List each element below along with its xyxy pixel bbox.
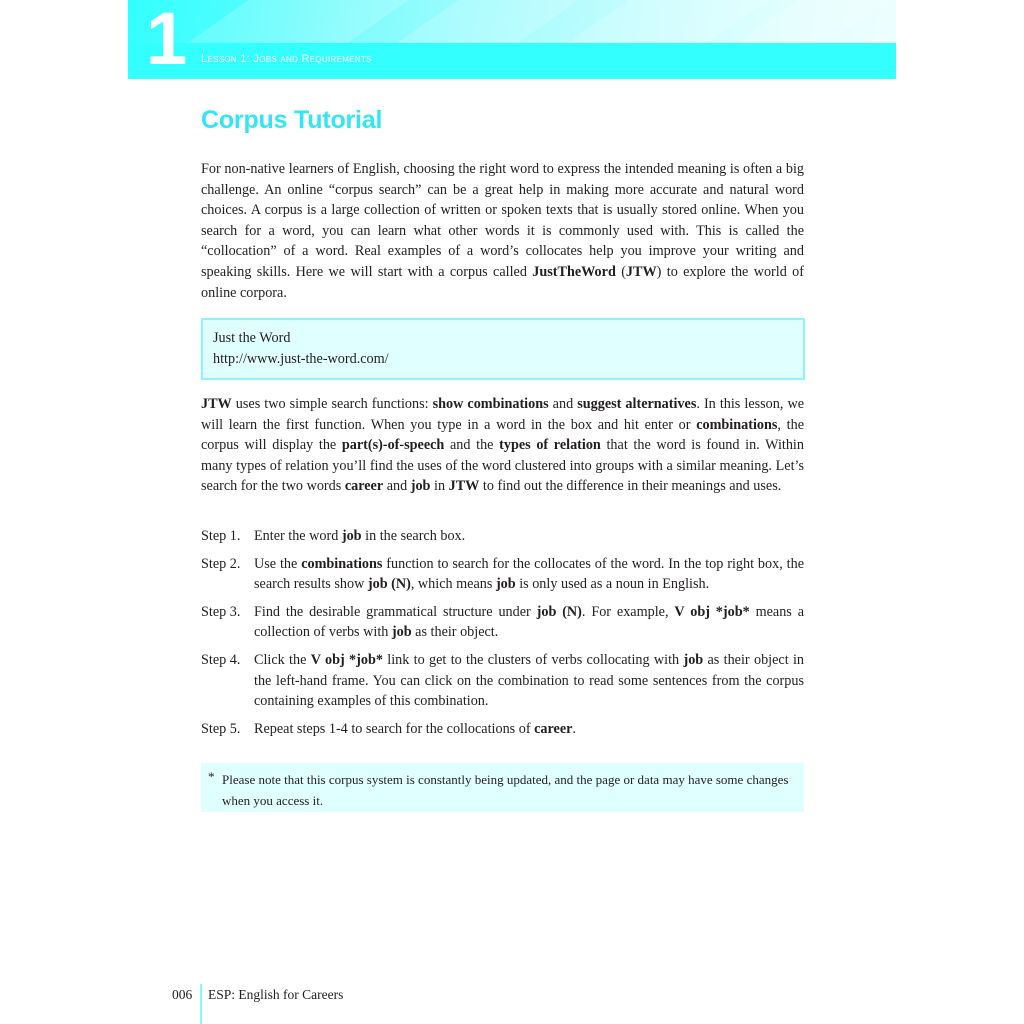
step-text <box>254 554 804 595</box>
step-item <box>201 602 804 643</box>
bold-term: suggest alternatives <box>577 396 697 412</box>
text-run: and <box>548 396 578 412</box>
text-run: uses two simple search functions: <box>231 396 433 412</box>
text-run: and <box>383 478 411 495</box>
text-run: as their object. <box>411 624 499 641</box>
bold-term: types of relation <box>499 437 601 454</box>
lesson-title: Lesson 1: Jobs and Requirements <box>201 53 372 65</box>
bold-term: career <box>534 720 573 737</box>
text-run: link to get to the clusters of verbs collocating with <box>382 651 684 668</box>
text-run: ( <box>615 263 626 280</box>
text-run: in the search box. <box>361 528 466 544</box>
step-item <box>201 526 804 547</box>
bold-term: job <box>495 576 516 593</box>
note-box <box>201 763 804 812</box>
note-marker: * <box>208 769 215 784</box>
bold-term: show combinations <box>432 396 549 412</box>
text-run: in <box>430 478 449 495</box>
book-title: ESP: English for Careers <box>208 987 344 1002</box>
bold-term: job <box>683 651 704 668</box>
step-item <box>201 650 804 712</box>
bold-term: JTW <box>201 396 232 412</box>
text-run: as their object in the left-hand frame. You can click on the combination to read some sentences from the corpus containing examples of this combination. <box>254 651 804 710</box>
bold-term: combinations <box>696 416 778 433</box>
footer-divider <box>200 984 202 1024</box>
step-label: Step 5. <box>201 720 241 737</box>
text-run: that the word is found in. Within many types of relation you’ll find the uses of the word clustered into groups with a similar meaning. Let’s search for the two words <box>201 437 804 495</box>
functions-paragraph <box>201 394 804 497</box>
page-title: Corpus Tutorial <box>201 106 383 134</box>
page-number: 006 <box>172 987 193 1002</box>
note-text: Please note that this corpus system is constantly being updated, and the page or data may have some changes when you access it. <box>222 772 789 808</box>
bold-term: job (N) <box>536 603 582 620</box>
bold-term: JTW <box>625 263 657 280</box>
bold-term: job <box>410 478 431 495</box>
text-run: , which means <box>410 576 496 593</box>
step-label: Step 3. <box>201 603 241 620</box>
header-gradient-decoration <box>128 0 896 43</box>
bold-term: part(s)-of-speech <box>341 437 445 454</box>
step-text <box>254 650 804 712</box>
step-label: Step 4. <box>201 651 241 668</box>
text-run: ) to explore the world of online corpora. <box>201 263 804 301</box>
text-run: . <box>572 720 576 737</box>
bold-term: combinations <box>301 555 383 572</box>
bold-term: V obj *job* <box>310 651 383 668</box>
chapter-header-banner <box>128 0 896 79</box>
bold-term: V obj *job* <box>674 603 750 620</box>
text-run: is only used as a noun in English. <box>515 576 710 593</box>
step-text <box>254 602 804 643</box>
step-label: Step 1. <box>201 528 241 544</box>
text-run: to find out the difference in their meanings and uses. <box>479 478 782 495</box>
text-run: function to search for the collocates of the word. In the top right box, the search results show <box>254 555 804 593</box>
bold-term: job <box>341 528 362 544</box>
bold-term: job (N) <box>367 576 411 593</box>
text-run: . For example, <box>581 603 675 620</box>
link-box-name: Just the Word <box>213 330 291 346</box>
text-run: Repeat steps 1-4 to search for the collocations of <box>254 720 535 737</box>
bold-term: JTW <box>448 478 480 495</box>
link-box <box>201 318 805 380</box>
text-run: Enter the word <box>254 528 342 544</box>
text-run: Click the <box>254 651 311 668</box>
bold-term: career <box>344 478 384 495</box>
text-run: means a collection of verbs with <box>254 603 804 641</box>
text-run: Use the <box>254 555 302 572</box>
bold-term: job <box>391 624 412 641</box>
intro-paragraph <box>201 159 804 303</box>
text-run: , the corpus will display the <box>201 416 804 454</box>
text-run: For non-native learners of English, choosing the right word to express the intended meaning is often a big challenge. An online “corpus search” can be a great help in making more accurate and natural word choices. A corpus is a large collection of written or spoken texts that is usually stored online. When you search for a word, you can learn what other words it is commonly used with. This is called the “collocation” of a word. Real examples of a word’s collocates help you improve your writing and speaking skills. Here we will start with a corpus called <box>201 161 804 280</box>
link-box-url[interactable]: http://www.just-the-word.com/ <box>213 351 389 367</box>
step-text <box>254 526 804 547</box>
chapter-number: 1 <box>146 0 188 79</box>
text-run: . In this lesson, we will learn the first function. When you type in a word in the box and hit enter or <box>201 396 805 433</box>
step-text <box>254 719 804 740</box>
steps-list <box>201 526 804 746</box>
step-label: Step 2. <box>201 555 241 572</box>
text-run: Find the desirable grammatical structure under <box>254 603 537 620</box>
step-item <box>201 554 804 595</box>
text-run: and the <box>444 437 500 454</box>
step-item <box>201 719 804 740</box>
bold-term: JustTheWord <box>532 263 616 280</box>
